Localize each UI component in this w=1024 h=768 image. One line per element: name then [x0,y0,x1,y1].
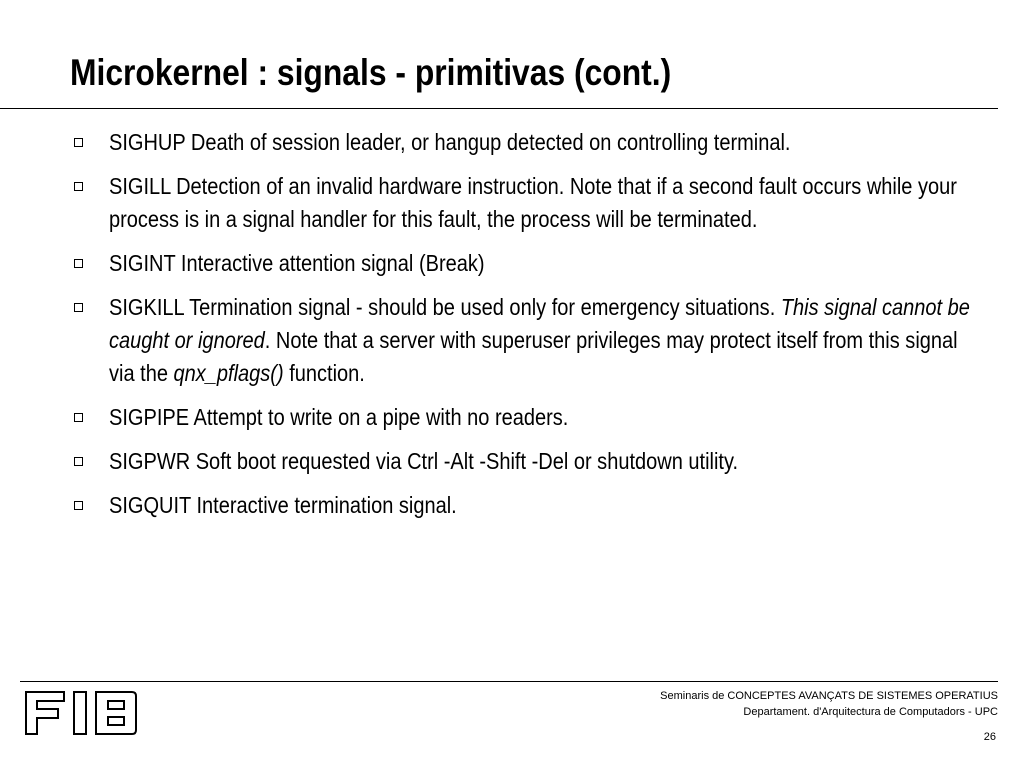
bullet-item [70,489,1024,522]
bullet-segment: SIGKILL Termination signal - should be used only for emergency situations. [109,294,781,320]
bullet-text [109,126,979,159]
bullet-segment: SIGQUIT Interactive termination signal. [109,492,457,518]
bullet-text [109,291,979,390]
bullet-segment: SIGINT Interactive attention signal (Break) [109,250,485,276]
bullet-text [109,445,979,478]
footer-department: Departament. d'Arquitectura de Computadors - UPC [743,706,998,718]
bullet-emphasis: qnx_pflags() [173,360,284,386]
bullet-segment: SIGPWR Soft boot requested via Ctrl -Alt -Shift -Del or shutdown utility. [109,448,739,474]
bullet-emphasis: This signal cannot be caught or ignored [109,294,970,353]
footer-divider [20,681,998,682]
square-bullet-icon [74,259,83,268]
bullet-text [109,247,979,280]
bullet-list [70,126,1024,533]
fib-logo [24,690,138,736]
bullet-segment: . Note that a server with superuser privileges may protect itself from this signal via the [109,327,958,386]
square-bullet-icon [74,501,83,510]
bullet-item [70,291,1024,390]
bullet-item [70,170,1024,236]
footer-credits [660,688,998,720]
bullet-item [70,445,1024,478]
bullet-item [70,126,1024,159]
footer-course: Seminaris de CONCEPTES AVANÇATS DE SISTEMES OPERATIUS [660,690,998,702]
square-bullet-icon [74,413,83,422]
bullet-item [70,247,1024,280]
bullet-text [109,170,979,236]
square-bullet-icon [74,182,83,191]
bullet-text [109,489,979,522]
slide-title: Microkernel : signals - primitivas (cont.) [70,52,672,93]
bullet-segment: SIGPIPE Attempt to write on a pipe with no readers. [109,404,569,430]
page-number: 26 [983,731,996,743]
bullet-segment: SIGILL Detection of an invalid hardware instruction. Note that if a second fault occurs while your process is in a signal handler for this fault, the process will be terminated. [109,173,957,232]
bullet-item [70,401,1024,434]
bullet-segment: function. [283,360,365,386]
square-bullet-icon [74,303,83,312]
title-divider [0,108,998,109]
bullet-text [109,401,979,434]
square-bullet-icon [74,457,83,466]
bullet-segment: SIGHUP Death of session leader, or hangup detected on controlling terminal. [109,129,791,155]
square-bullet-icon [74,138,83,147]
